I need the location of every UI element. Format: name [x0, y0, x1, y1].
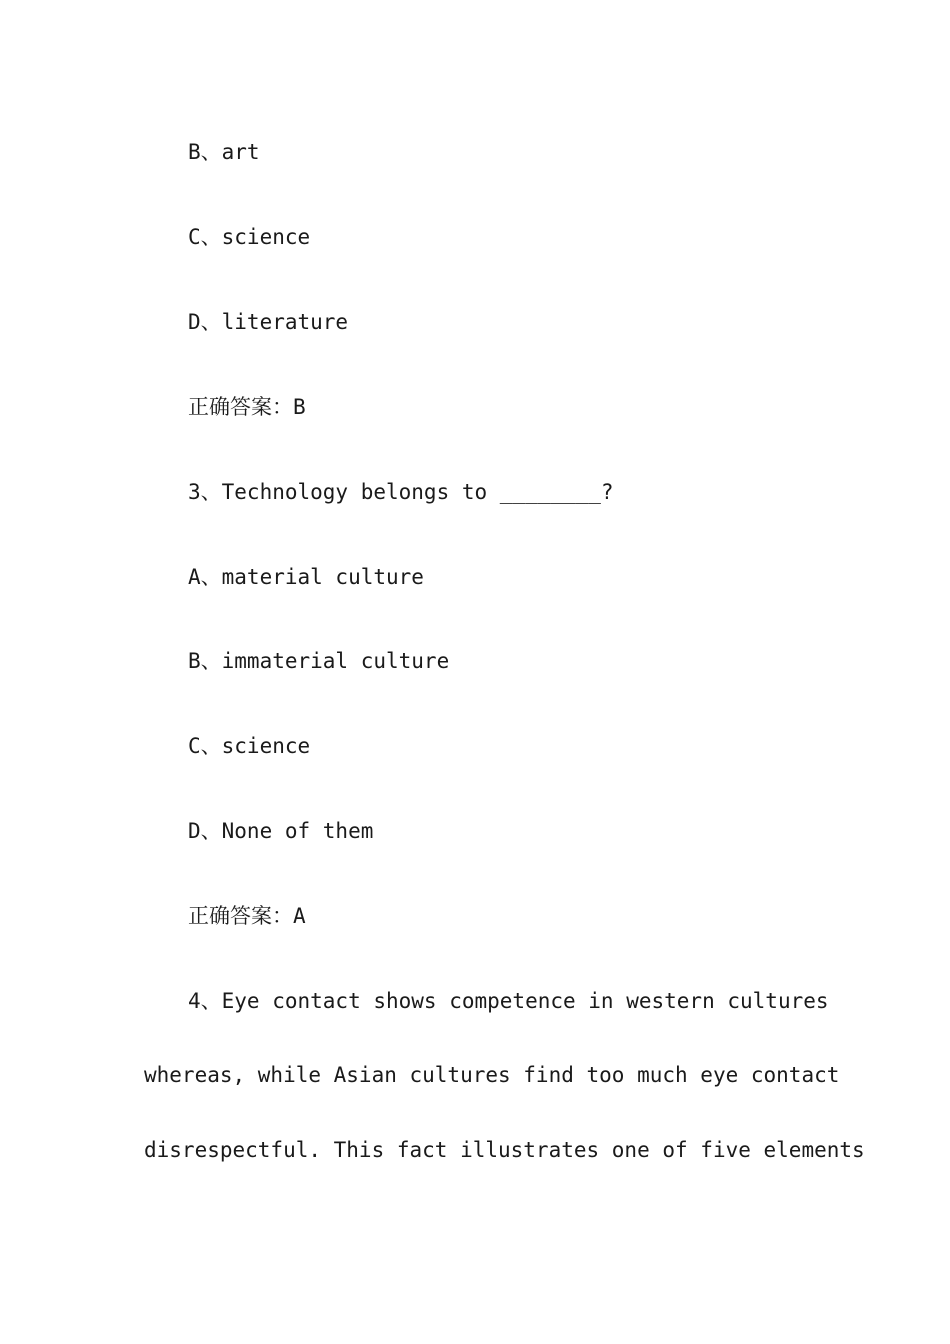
q3-option-a: A、material culture — [188, 565, 424, 589]
q2-option-c: C、science — [188, 225, 311, 249]
q2-option-d: D、literature — [188, 310, 349, 334]
q4-question-line-1: 4、Eye contact shows competence in western cultures — [188, 989, 829, 1013]
q3-question: 3、Technology belongs to ________? — [188, 480, 614, 504]
q3-option-b: B、immaterial culture — [188, 649, 450, 673]
q3-answer: 正确答案：A — [188, 904, 306, 928]
q2-answer: 正确答案：B — [188, 395, 306, 419]
q2-option-b: B、art — [188, 140, 260, 164]
q3-option-d: D、None of them — [188, 819, 374, 843]
q4-question-line-2: whereas, while Asian cultures find too much eye contact — [144, 1063, 840, 1087]
q4-question-line-3: disrespectful. This fact illustrates one of five elements — [144, 1138, 865, 1162]
q3-option-c: C、science — [188, 734, 311, 758]
